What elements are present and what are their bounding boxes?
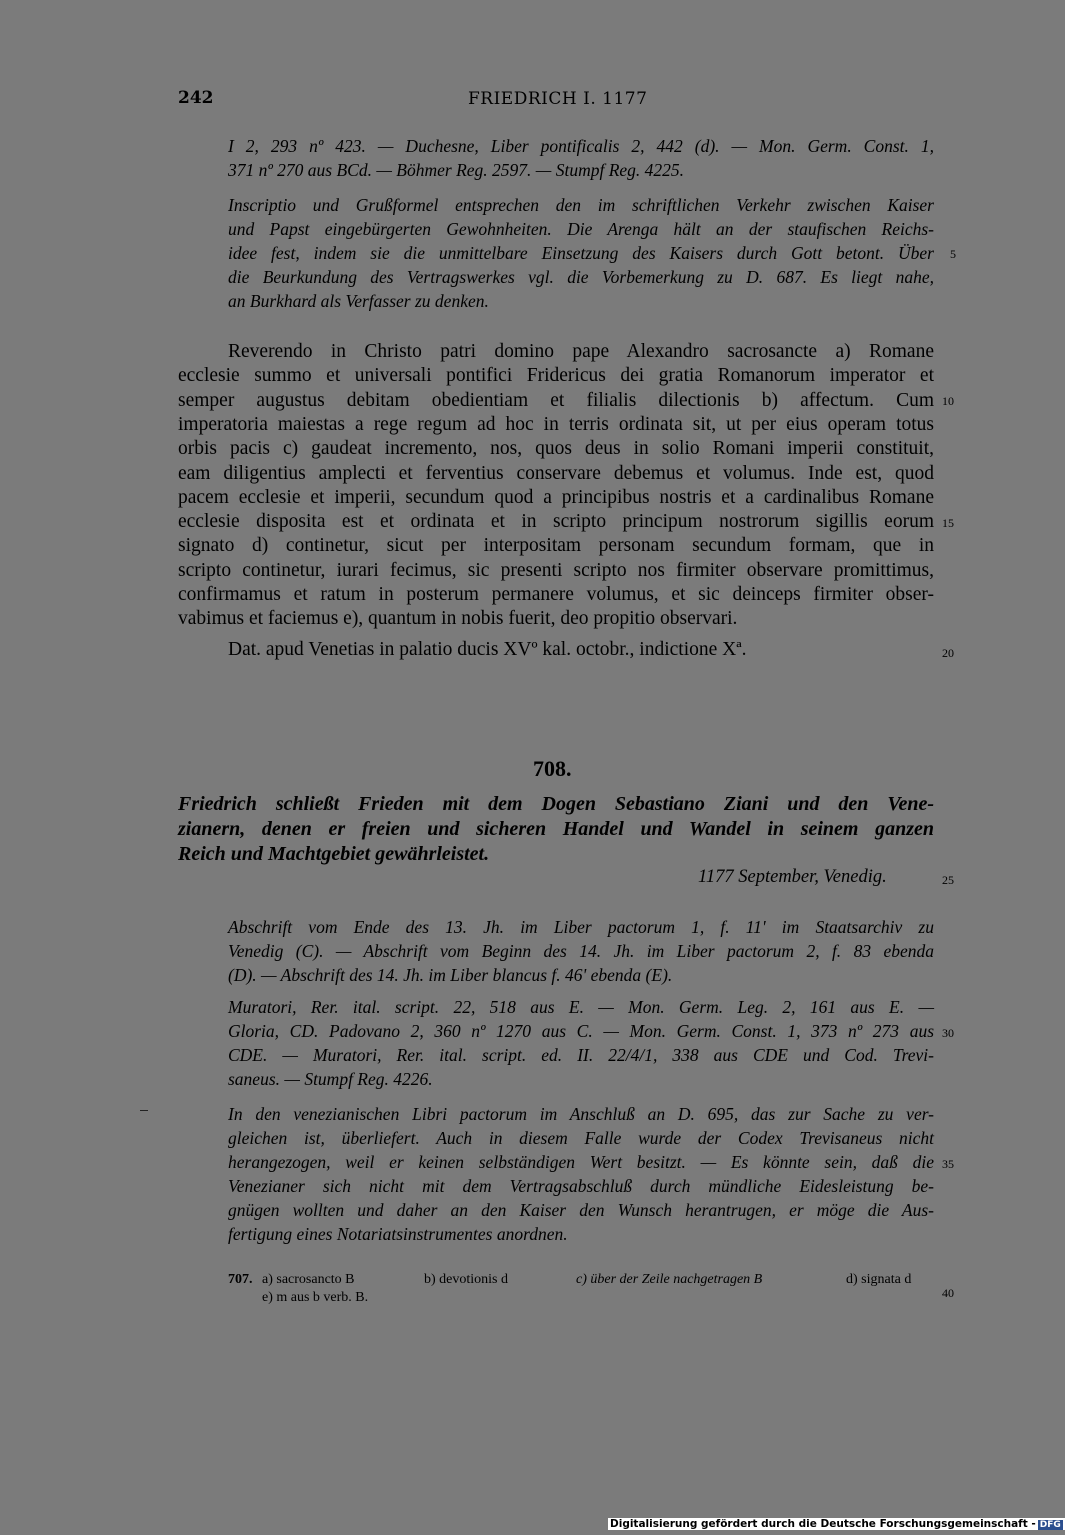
text-line: semper augustus debitam obedientiam et filialis dilectionis b) affectum. Cum [178,389,934,411]
footnote-label: 707. [228,1272,253,1287]
doc708-number: 708. [533,756,572,781]
commentary-line: die Beurkundung des Vertragswerkes vgl. die Vorbemerkung zu D. 687. Es liegt nahe, [228,267,934,287]
digitization-credit [608,1518,1065,1530]
source-line: I 2, 293 nº 423. — Duchesne, Liber pontificalis 2, 442 (d). — Mon. Germ. Const. 1, [228,136,934,156]
text-line: imperatoria maiestas a rege regum ad hoc in terris ordinata sit, ut per eius operam totus [178,413,934,435]
line-number: 30 [942,1026,954,1040]
footnote-d: d) signata d [846,1272,912,1287]
edition-line: Gloria, CD. Padovano 2, 360 nº 1270 aus C. — Mon. Germ. Const. 1, 373 nº 273 aus [228,1021,934,1041]
page-number: 242 [178,88,214,108]
credit-text: Digitalisierung gefördert durch die Deutsche Forschungsgemeinschaft - [610,1518,1036,1530]
doc708-date-place: 1177 September, Venedig. [698,867,887,887]
text-line: Reverendo in Christo patri domino pape Alexandro sacrosancte a) Romane [228,341,934,362]
line-number: 40 [942,1286,954,1300]
line-number: 15 [942,516,954,530]
commentary-line: Venezianer sich nicht mit dem Vertragsabschluß durch mündliche Eidesleistung be- [228,1176,934,1196]
doc707-commentary [228,193,934,318]
edition-line: CDE. — Muratori, Rer. ital. script. ed. II. 22/4/1, 338 aus CDE und Cod. Trevi- [228,1045,934,1065]
transmission-line: Venedig (C). — Abschrift vom Beginn des 14. Jh. im Liber pactorum 2, f. 83 ebenda [228,941,934,961]
line-number: 25 [942,873,954,887]
transmission-line: (D). — Abschrift des 14. Jh. im Liber blancus f. 46' ebenda (E). [228,965,673,985]
doc708-transmission [228,915,934,990]
text-line: confirmamus et ratum in posterum permanere volumus, et sic deinceps firmiter obser- [178,584,934,605]
line-number: 20 [942,646,954,660]
line-number: 5 [950,247,956,261]
transmission-line: Abschrift vom Ende des 13. Jh. im Liber pactorum 1, f. 11' im Staatsarchiv zu [228,917,934,937]
running-title: FRIEDRICH I. 1177 [468,89,648,109]
footnote-e: e) m aus b verb. B. [262,1290,369,1305]
commentary-line: idee fest, indem sie die unmittelbare Einsetzung des Kaisers durch Gott betont. Über [228,243,934,263]
commentary-line: herangezogen, weil er keinen selbständigen Wert besitzt. — Es könnte sein, daß die [228,1152,934,1172]
source-line: 371 nº 270 aus BCd. — Böhmer Reg. 2597. — Stumpf Reg. 4225. [228,160,685,180]
commentary-line: In den venezianischen Libri pactorum im Anschluß an D. 695, das zur Sache zu ver- [228,1104,934,1124]
edition-line: saneus. — Stumpf Reg. 4226. [228,1069,433,1089]
margin-mark [140,1110,148,1111]
edition-line: Muratori, Rer. ital. script. 22, 518 aus E. — Mon. Germ. Leg. 2, 161 aus E. — [228,997,934,1017]
text-line: signato d) continetur, sicut per interpositam personam secundum formam, que in [178,535,934,557]
commentary-line: gnügen wollten und daher an den Kaiser den Wunsch herantrugen, er möge die Aus- [228,1200,934,1220]
dfg-logo: DFG [1039,1520,1061,1530]
commentary-line: Inscriptio und Grußformel entsprechen den im schriftlichen Verkehr zwischen Kaiser [228,195,934,215]
footnote-a: a) sacrosancto B [262,1272,355,1287]
doc708-regest [178,792,934,872]
footnote-b: b) devotionis d [424,1272,508,1287]
regest-line: zianern, denen er freien und sicheren Handel und Wandel in seinem ganzen [178,818,934,840]
text-line: pacem ecclesie et imperii, secundum quod a principibus nostris et a cardinalibus Romane [178,486,934,508]
line-number: 10 [942,394,954,408]
footnotes [228,1272,938,1312]
commentary-line: fertigung eines Notariatsinstrumentes anordnen. [228,1224,568,1244]
doc707-text [178,340,934,630]
commentary-line: an Burkhard als Verfasser zu denken. [228,291,489,311]
text-line: vabimus et faciemus e), quantum in nobis fuerit, deo propitio observari. [178,608,738,630]
doc707-sources [228,134,934,184]
line-number: 35 [942,1157,954,1171]
regest-line: Friedrich schließt Frieden mit dem Dogen Sebastiano Ziani und den Vene- [178,793,934,815]
footnote-c: c) über der Zeile nachgetragen B [576,1272,763,1287]
text-line: scripto continetur, iurari fecimus, sic presenti scripto nos firmiter observare promittimus, [178,559,934,581]
regest-line: Reich und Machtgebiet gewährleistet. [178,843,490,865]
text-line: orbis pacis c) gaudeat incremento, nos, quos deus in solio Romani imperii constituit, [178,438,934,460]
doc708-editions [228,995,934,1095]
text-line: ecclesie disposita est et ordinata et in scripto principum nostrorum sigillis eorum [178,511,934,533]
commentary-line: gleichen ist, überliefert. Auch in diesem Falle wurde der Codex Trevisaneus nicht [228,1128,934,1148]
commentary-line: und Papst eingebürgerten Gewohnheiten. Die Arenga hält an der staufischen Reichs- [228,219,934,239]
doc708-commentary [228,1102,934,1252]
text-line: ecclesie summo et universali pontifici Fridericus dei gratia Romanorum imperator et [178,365,934,387]
doc707-dating: Dat. apud Venetias in palatio ducis XVº kal. octobr., indictione Xª. [228,639,747,660]
text-line: eam diligentius amplecti et ferventius conservare debemus et volumus. Inde est, quod [178,462,934,484]
